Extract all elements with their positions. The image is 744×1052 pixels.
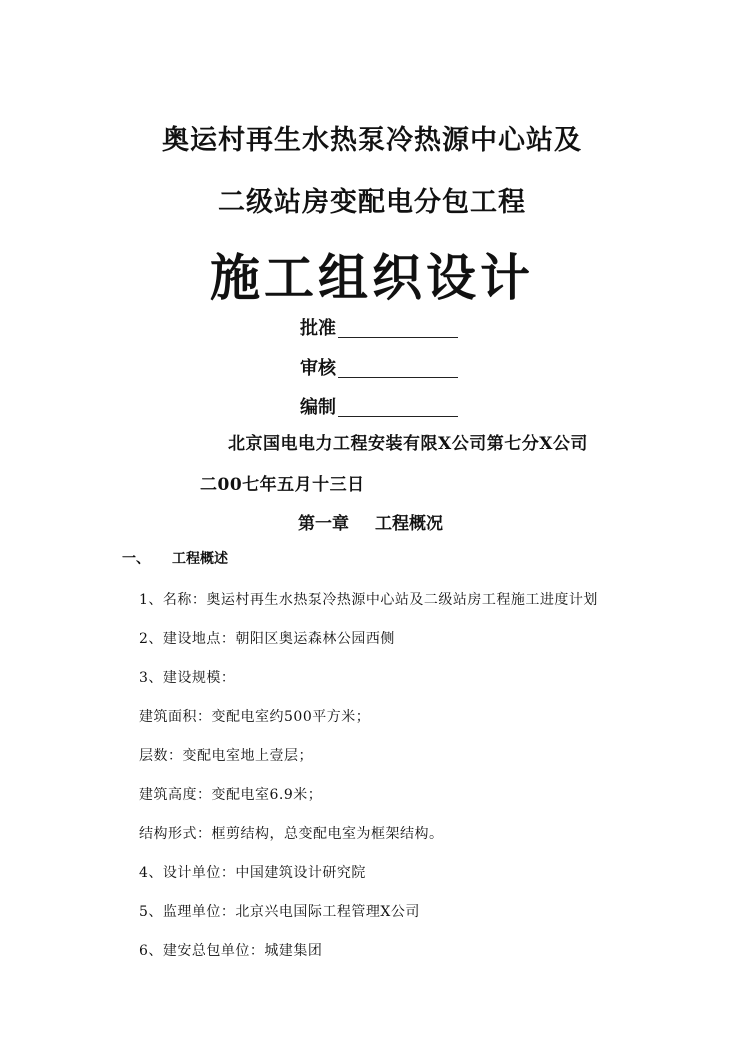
list-item: 3、建设规模： [139,670,236,686]
list-item: 建筑面积：变配电室约500平方米； [139,709,371,725]
compile-label: 编制 [300,397,336,418]
compile-signature-line [338,398,458,417]
list-item: 结构形式：框剪结构，总变配电室为框架结构。 [139,826,444,842]
company-name: 北京国电电力工程安装有限X公司第七分X公司 [228,434,588,454]
title-line-2: 二级站房变配电分包工程 [218,187,526,218]
list-item: 5、监理单位：北京兴电国际工程管理X公司 [139,904,420,920]
review-label: 审核 [300,358,336,379]
approve-label: 批准 [300,318,336,339]
list-item: 层数：变配电室地上壹层； [139,748,313,764]
chapter-title: 工程概况 [375,514,443,534]
list-item: 建筑高度：变配电室6.9米； [139,787,323,803]
list-item: 6、建安总包单位：城建集团 [139,943,323,959]
document-date: 二00七年五月十三日 [200,475,365,495]
approve-signature [300,314,458,340]
chapter-heading [298,509,443,534]
list-item: 1、名称：奥运村再生水热泵冷热源中心站及二级站房工程施工进度计划 [139,592,598,608]
section-title: 工程概述 [172,551,228,567]
section-number: 一、 [122,551,150,567]
list-item: 4、设计单位：中国建筑设计研究院 [139,865,366,881]
section-heading [122,548,228,568]
review-signature-line [338,359,458,378]
chapter-number: 第一章 [298,514,349,534]
approve-signature-line [338,319,458,338]
document-title: 施工组织设计 [210,248,534,307]
review-signature [300,354,458,380]
compile-signature [300,393,458,419]
title-line-1: 奥运村再生水热泵冷热源中心站及 [162,125,582,156]
list-item: 2、建设地点：朝阳区奥运森林公园西侧 [139,631,395,647]
